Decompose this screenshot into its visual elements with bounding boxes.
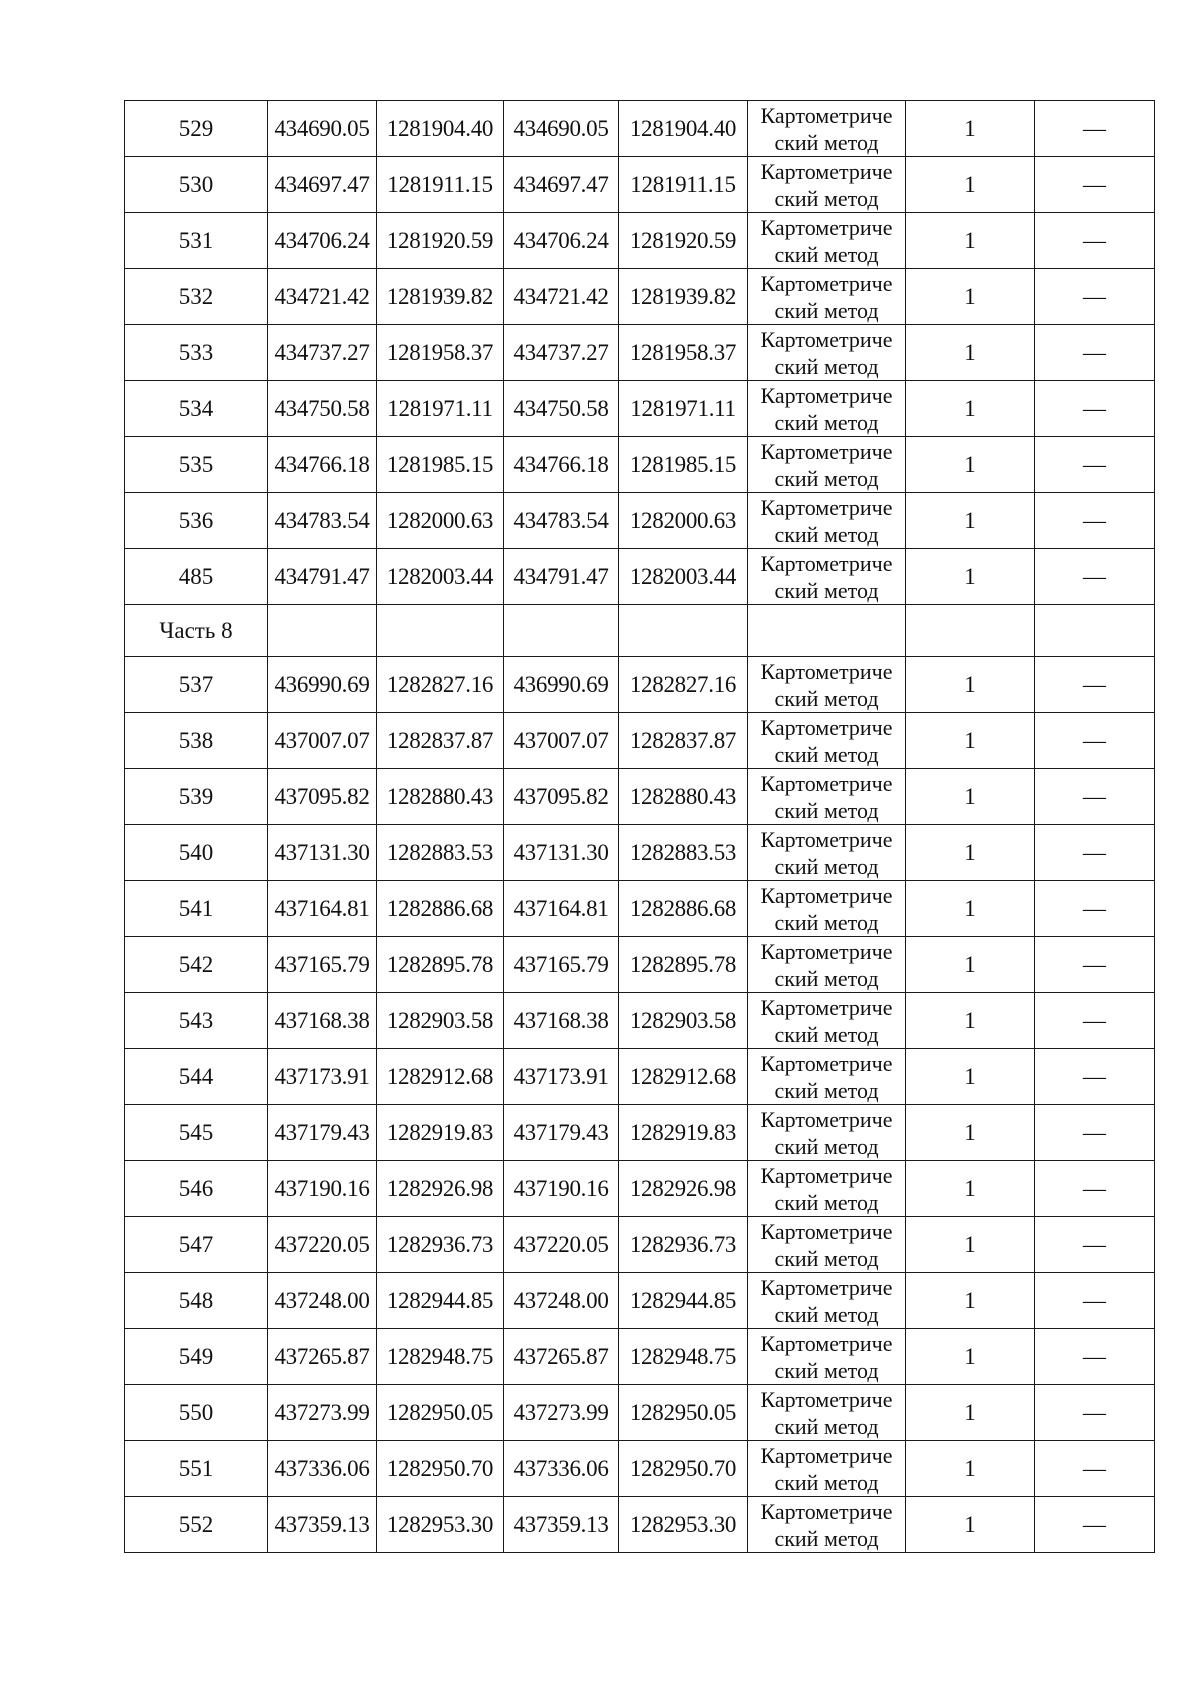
table-row [125,713,1155,769]
method-line-1: Картометриче [760,1498,893,1524]
method-line-2: ский метод [774,1413,879,1439]
point-number: 544 [125,1049,268,1105]
y-coordinate: 1282926.98 [377,1161,504,1217]
x-coordinate-2: 437173.91 [504,1049,619,1105]
method-line-1: Картометриче [760,1442,893,1468]
x-coordinate-2: 434766.18 [504,437,619,493]
method-cell [748,157,906,213]
x-coordinate: 437164.81 [268,881,377,937]
method-line-1: Картометриче [760,994,893,1020]
point-number: 546 [125,1161,268,1217]
y-coordinate-2: 1282953.30 [619,1497,748,1553]
method-cell [748,769,906,825]
x-coordinate-2: 437165.79 [504,937,619,993]
y-coordinate-2: 1282903.58 [619,993,748,1049]
method-cell [748,549,906,605]
method-line-2: ский метод [774,1469,879,1495]
note-value: — [1035,881,1155,937]
y-coordinate: 1281920.59 [377,213,504,269]
x-coordinate: 437007.07 [268,713,377,769]
y-coordinate-2: 1282886.68 [619,881,748,937]
table-row [125,825,1155,881]
point-number: 543 [125,993,268,1049]
method-line-2: ский метод [774,1021,879,1047]
y-coordinate: 1281971.11 [377,381,504,437]
method-line-1: Картометриче [760,550,893,576]
precision-value: 1 [906,101,1035,157]
method-line-2: ский метод [774,741,879,767]
x-coordinate-2: 434783.54 [504,493,619,549]
table-row [125,1273,1155,1329]
note-value: — [1035,1217,1155,1273]
note-value: — [1035,325,1155,381]
note-value: — [1035,1497,1155,1553]
y-coordinate: 1282948.75 [377,1329,504,1385]
y-coordinate: 1282919.83 [377,1105,504,1161]
point-number: 539 [125,769,268,825]
table-row [125,1329,1155,1385]
x-coordinate-2: 434721.42 [504,269,619,325]
table-row [125,381,1155,437]
method-line-1: Картометриче [760,770,893,796]
method-cell [748,269,906,325]
x-coordinate-2: 437007.07 [504,713,619,769]
y-coordinate: 1281911.15 [377,157,504,213]
x-coordinate-2: 437095.82 [504,769,619,825]
point-number: 552 [125,1497,268,1553]
method-cell [748,1273,906,1329]
note-value: — [1035,769,1155,825]
x-coordinate-2: 434737.27 [504,325,619,381]
method-line-1: Картометриче [760,438,893,464]
table-row [125,1441,1155,1497]
method-line-2: ский метод [774,853,879,879]
precision-value: 1 [906,1049,1035,1105]
method-cell [748,381,906,437]
precision-value: 1 [906,881,1035,937]
method-cell [748,993,906,1049]
y-coordinate-2: 1281971.11 [619,381,748,437]
point-number: 545 [125,1105,268,1161]
x-coordinate-2: 437190.16 [504,1161,619,1217]
method-line-1: Картометриче [760,270,893,296]
point-number: 548 [125,1273,268,1329]
empty-cell [504,605,619,657]
note-value: — [1035,437,1155,493]
method-cell [748,1161,906,1217]
x-coordinate: 437165.79 [268,937,377,993]
y-coordinate-2: 1281939.82 [619,269,748,325]
method-line-2: ский метод [774,521,879,547]
table-row [125,213,1155,269]
x-coordinate: 434737.27 [268,325,377,381]
x-coordinate: 437359.13 [268,1497,377,1553]
method-line-2: ский метод [774,1301,879,1327]
note-value: — [1035,1329,1155,1385]
note-value: — [1035,713,1155,769]
y-coordinate: 1282936.73 [377,1217,504,1273]
point-number: 533 [125,325,268,381]
x-coordinate-2: 437168.38 [504,993,619,1049]
method-cell [748,881,906,937]
table-row [125,269,1155,325]
y-coordinate: 1282883.53 [377,825,504,881]
precision-value: 1 [906,1161,1035,1217]
y-coordinate: 1282827.16 [377,657,504,713]
table-row [125,993,1155,1049]
x-coordinate: 434690.05 [268,101,377,157]
x-coordinate-2: 437248.00 [504,1273,619,1329]
y-coordinate-2: 1282880.43 [619,769,748,825]
precision-value: 1 [906,1497,1035,1553]
table-row [125,325,1155,381]
empty-cell [1035,605,1155,657]
y-coordinate: 1282003.44 [377,549,504,605]
note-value: — [1035,1273,1155,1329]
precision-value: 1 [906,713,1035,769]
x-coordinate: 434766.18 [268,437,377,493]
precision-value: 1 [906,1329,1035,1385]
method-line-1: Картометриче [760,826,893,852]
method-line-2: ский метод [774,185,879,211]
precision-value: 1 [906,157,1035,213]
method-line-1: Картометриче [760,1386,893,1412]
note-value: — [1035,493,1155,549]
empty-cell [748,605,906,657]
table-row [125,881,1155,937]
note-value: — [1035,157,1155,213]
method-cell [748,1049,906,1105]
note-value: — [1035,825,1155,881]
y-coordinate: 1281939.82 [377,269,504,325]
method-cell [748,657,906,713]
point-number: 531 [125,213,268,269]
method-line-1: Картометриче [760,938,893,964]
method-line-1: Картометриче [760,382,893,408]
note-value: — [1035,1441,1155,1497]
precision-value: 1 [906,213,1035,269]
precision-value: 1 [906,769,1035,825]
x-coordinate-2: 434706.24 [504,213,619,269]
method-line-1: Картометриче [760,658,893,684]
x-coordinate-2: 437220.05 [504,1217,619,1273]
x-coordinate: 437265.87 [268,1329,377,1385]
note-value: — [1035,101,1155,157]
method-cell [748,825,906,881]
x-coordinate: 437131.30 [268,825,377,881]
method-line-1: Картометриче [760,1330,893,1356]
method-cell [748,213,906,269]
y-coordinate: 1282837.87 [377,713,504,769]
precision-value: 1 [906,269,1035,325]
note-value: — [1035,381,1155,437]
y-coordinate-2: 1282000.63 [619,493,748,549]
x-coordinate: 436990.69 [268,657,377,713]
precision-value: 1 [906,381,1035,437]
point-number: 547 [125,1217,268,1273]
method-line-1: Картометриче [760,1106,893,1132]
y-coordinate-2: 1281920.59 [619,213,748,269]
y-coordinate-2: 1282950.70 [619,1441,748,1497]
point-number: 536 [125,493,268,549]
coordinates-table [124,100,1155,1553]
table-row [125,657,1155,713]
x-coordinate: 437173.91 [268,1049,377,1105]
point-number: 542 [125,937,268,993]
method-cell [748,1105,906,1161]
x-coordinate: 434721.42 [268,269,377,325]
x-coordinate-2: 436990.69 [504,657,619,713]
y-coordinate: 1281958.37 [377,325,504,381]
x-coordinate: 437179.43 [268,1105,377,1161]
x-coordinate: 434791.47 [268,549,377,605]
method-cell [748,1441,906,1497]
point-number: 549 [125,1329,268,1385]
method-cell [748,437,906,493]
section-label: Часть 8 [125,605,268,657]
precision-value: 1 [906,657,1035,713]
note-value: — [1035,549,1155,605]
x-coordinate: 437336.06 [268,1441,377,1497]
point-number: 550 [125,1385,268,1441]
x-coordinate-2: 434697.47 [504,157,619,213]
x-coordinate-2: 437336.06 [504,1441,619,1497]
point-number: 540 [125,825,268,881]
method-line-2: ский метод [774,1245,879,1271]
table-row [125,101,1155,157]
x-coordinate-2: 434791.47 [504,549,619,605]
method-line-2: ский метод [774,1525,879,1551]
point-number: 538 [125,713,268,769]
precision-value: 1 [906,1105,1035,1161]
y-coordinate-2: 1282948.75 [619,1329,748,1385]
y-coordinate: 1282912.68 [377,1049,504,1105]
precision-value: 1 [906,1385,1035,1441]
point-number: 534 [125,381,268,437]
table-row [125,549,1155,605]
point-number: 529 [125,101,268,157]
table-row [125,1217,1155,1273]
y-coordinate-2: 1282895.78 [619,937,748,993]
method-line-2: ский метод [774,685,879,711]
method-cell [748,1385,906,1441]
note-value: — [1035,1161,1155,1217]
y-coordinate-2: 1281904.40 [619,101,748,157]
method-line-2: ский метод [774,1357,879,1383]
table-row [125,157,1155,213]
x-coordinate: 434783.54 [268,493,377,549]
method-cell [748,325,906,381]
method-line-2: ский метод [774,465,879,491]
y-coordinate-2: 1282950.05 [619,1385,748,1441]
empty-cell [906,605,1035,657]
y-coordinate-2: 1282926.98 [619,1161,748,1217]
y-coordinate-2: 1282883.53 [619,825,748,881]
method-line-1: Картометриче [760,214,893,240]
x-coordinate: 437168.38 [268,993,377,1049]
y-coordinate-2: 1282837.87 [619,713,748,769]
precision-value: 1 [906,825,1035,881]
note-value: — [1035,657,1155,713]
table-row [125,493,1155,549]
note-value: — [1035,269,1155,325]
y-coordinate: 1282953.30 [377,1497,504,1553]
method-line-2: ский метод [774,1133,879,1159]
table-row [125,1105,1155,1161]
x-coordinate-2: 434750.58 [504,381,619,437]
x-coordinate-2: 437131.30 [504,825,619,881]
table-row [125,769,1155,825]
x-coordinate-2: 437359.13 [504,1497,619,1553]
method-line-2: ский метод [774,965,879,991]
note-value: — [1035,937,1155,993]
table-row [125,1385,1155,1441]
table-row [125,1497,1155,1553]
precision-value: 1 [906,437,1035,493]
method-line-1: Картометриче [760,1274,893,1300]
x-coordinate: 434697.47 [268,157,377,213]
y-coordinate: 1281904.40 [377,101,504,157]
method-cell [748,1217,906,1273]
precision-value: 1 [906,993,1035,1049]
point-number: 485 [125,549,268,605]
precision-value: 1 [906,549,1035,605]
y-coordinate-2: 1282827.16 [619,657,748,713]
y-coordinate: 1282880.43 [377,769,504,825]
x-coordinate-2: 437265.87 [504,1329,619,1385]
note-value: — [1035,1105,1155,1161]
y-coordinate: 1282895.78 [377,937,504,993]
x-coordinate-2: 434690.05 [504,101,619,157]
y-coordinate: 1282950.05 [377,1385,504,1441]
point-number: 541 [125,881,268,937]
method-line-2: ский метод [774,909,879,935]
y-coordinate-2: 1282912.68 [619,1049,748,1105]
x-coordinate: 437190.16 [268,1161,377,1217]
point-number: 551 [125,1441,268,1497]
method-line-2: ский метод [774,409,879,435]
method-line-1: Картометриче [760,882,893,908]
y-coordinate: 1281985.15 [377,437,504,493]
precision-value: 1 [906,1217,1035,1273]
method-cell [748,101,906,157]
y-coordinate-2: 1282944.85 [619,1273,748,1329]
y-coordinate: 1282886.68 [377,881,504,937]
method-line-2: ский метод [774,353,879,379]
y-coordinate: 1282903.58 [377,993,504,1049]
x-coordinate: 437273.99 [268,1385,377,1441]
precision-value: 1 [906,1441,1035,1497]
method-cell [748,493,906,549]
note-value: — [1035,993,1155,1049]
note-value: — [1035,1385,1155,1441]
point-number: 532 [125,269,268,325]
y-coordinate: 1282944.85 [377,1273,504,1329]
method-line-1: Картометриче [760,102,893,128]
table-body [125,101,1155,1553]
x-coordinate-2: 437273.99 [504,1385,619,1441]
method-line-2: ский метод [774,297,879,323]
empty-cell [377,605,504,657]
method-line-1: Картометриче [760,714,893,740]
empty-cell [268,605,377,657]
note-value: — [1035,213,1155,269]
table-row [125,937,1155,993]
section-header-row [125,605,1155,657]
x-coordinate-2: 437179.43 [504,1105,619,1161]
y-coordinate-2: 1281958.37 [619,325,748,381]
x-coordinate: 437248.00 [268,1273,377,1329]
method-line-2: ский метод [774,1189,879,1215]
method-line-1: Картометриче [760,1218,893,1244]
precision-value: 1 [906,493,1035,549]
x-coordinate: 437095.82 [268,769,377,825]
y-coordinate: 1282950.70 [377,1441,504,1497]
table-row [125,1049,1155,1105]
y-coordinate: 1282000.63 [377,493,504,549]
x-coordinate: 437220.05 [268,1217,377,1273]
method-line-2: ский метод [774,129,879,155]
y-coordinate-2: 1281985.15 [619,437,748,493]
x-coordinate: 434706.24 [268,213,377,269]
method-cell [748,1329,906,1385]
y-coordinate-2: 1281911.15 [619,157,748,213]
note-value: — [1035,1049,1155,1105]
table-row [125,437,1155,493]
precision-value: 1 [906,325,1035,381]
y-coordinate-2: 1282919.83 [619,1105,748,1161]
point-number: 537 [125,657,268,713]
precision-value: 1 [906,937,1035,993]
precision-value: 1 [906,1273,1035,1329]
method-line-2: ский метод [774,577,879,603]
method-line-1: Картометриче [760,1162,893,1188]
y-coordinate-2: 1282003.44 [619,549,748,605]
method-line-1: Картометриче [760,494,893,520]
method-line-2: ский метод [774,797,879,823]
method-line-1: Картометриче [760,1050,893,1076]
point-number: 535 [125,437,268,493]
point-number: 530 [125,157,268,213]
method-cell [748,713,906,769]
method-line-1: Картометриче [760,158,893,184]
x-coordinate-2: 437164.81 [504,881,619,937]
method-line-2: ский метод [774,1077,879,1103]
method-cell [748,937,906,993]
empty-cell [619,605,748,657]
method-cell [748,1497,906,1553]
method-line-2: ский метод [774,241,879,267]
table-row [125,1161,1155,1217]
x-coordinate: 434750.58 [268,381,377,437]
method-line-1: Картометриче [760,326,893,352]
y-coordinate-2: 1282936.73 [619,1217,748,1273]
